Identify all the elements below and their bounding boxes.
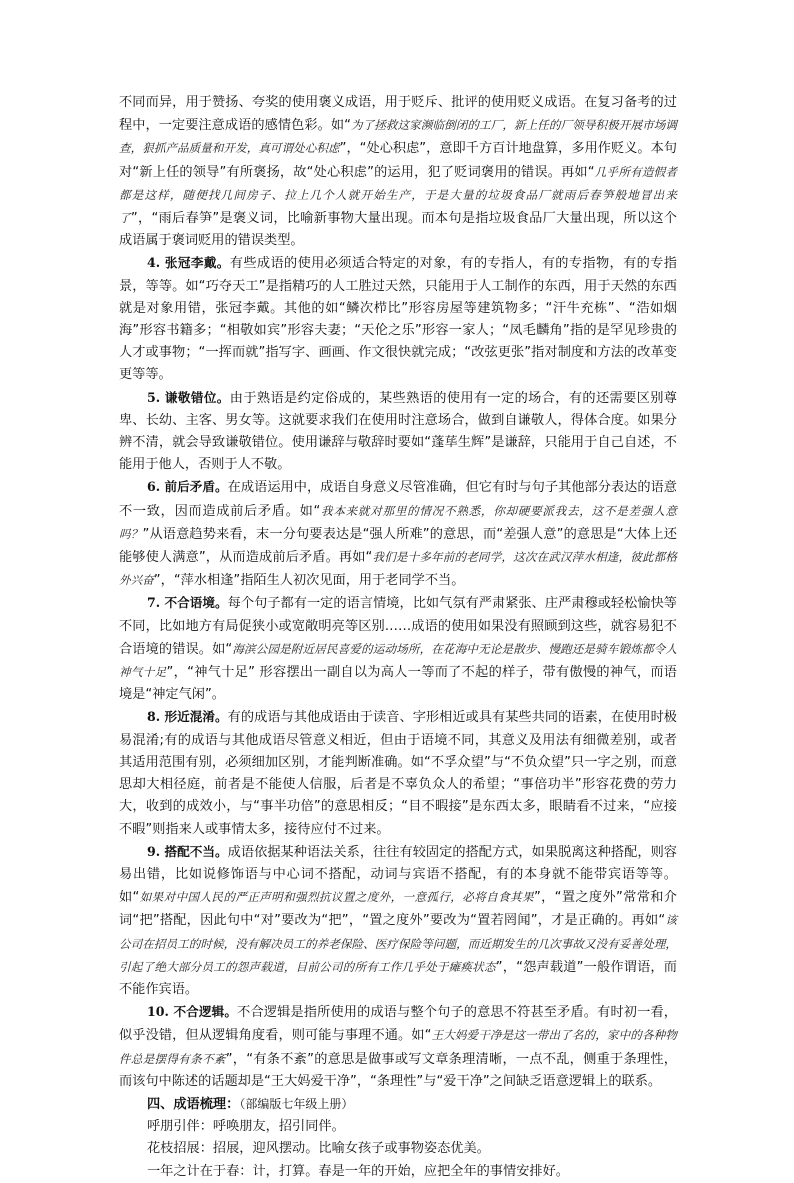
example-sentence: 我本来就对那里的情况不熟悉，你却硬要派我去，这不是差强人意吗？ xyxy=(119,503,677,541)
paragraph-item-4 xyxy=(119,252,677,386)
paragraph-item-10 xyxy=(119,1001,677,1093)
item-heading: 5. 谦敬错位。 xyxy=(147,389,230,405)
body-text: 由于熟语是约定俗成的，某些熟语的使用有一定的场合，有的还需要区别尊卑、长幼、主客、男女等。这就要求我们在使用时注意场合，做到自谦敬人，得体合度。如果分辨不清，就会导致谦敬错位。使用谦辞与敬辞时要如“蓬荜生辉”是谦辞，只能用于自己自述，不能用于他人，否则于人不敬。 xyxy=(119,390,677,473)
body-text: 有的成语与其他成语由于读音、字形相近或具有某些共同的语素，在使用时极易混淆;有的成语与其他成语尽管意义相近，但由于语境不同，其意义及用法有细微差别，或者其适用范围有别，必须细加区别，才能判断准确。如“不孚众望”与“不负众望”只一字之别，而意思却大相径庭，前者是不能使人信服，后者是不辜负众人的希望；“事倍功半”形容花费的劳力大，收到的成效小，与“事半功倍”的意思相反；“目不暇接”是东西太多，眼睛看不过来，“应接不暇”则指来人或事情太多，接待应付不过来。 xyxy=(119,710,677,837)
example-sentence: 王大妈爱干净是这一带出了名的，家中的各种物件总是摆得有条不紊 xyxy=(119,1028,677,1066)
example-sentence: 如果对中国人民的严正声明和强烈抗议置之度外，一意孤行，必将自食其果 xyxy=(139,890,534,905)
body-text: 不同而异，用于赞扬、夸奖的使用褒义成语，用于贬斥、批评的使用贬义成语。在复习备考的过程中，一定要注意成语的感情色彩。如“ xyxy=(119,95,677,134)
paragraph-item-9 xyxy=(119,841,677,1001)
item-heading: 8. 形近混淆。 xyxy=(147,709,228,725)
body-text: ”，“神气十足” 形容摆出一副自以为高人一等而了不起的样子，带有傲慢的神气，而语境是“神定气闲”。 xyxy=(119,665,677,703)
body-text: 在成语运用中，成语自身意义尽管准确，但它有时与句子其他部分表达的语意不一致，因而造成前后矛盾。如“ xyxy=(119,480,677,519)
body-text: ”，“置之度外”常常和介词“把”搭配，因此句中“对”要改为“把”，“置之度外”要改为“置若罔闻”，才是正确的。再如“ xyxy=(119,890,677,929)
item-heading: 6. 前后矛盾。 xyxy=(147,479,228,495)
body-text: ”，“萍水相逢”指陌生人初次见面，用于老同学不当。 xyxy=(153,573,465,589)
item-heading: 4. 张冠李戴。 xyxy=(147,255,230,271)
example-sentence: 该公司在招员工的时候，没有解决员工的养老保险、医疗保险等问题，而近期发生的几次事故又没有妥善处理，引起了绝大部分员工的怨声载道，目前公司的所有工作几乎处于瘫痪状态 xyxy=(119,913,677,974)
example-sentence: 海滨公园是附近居民喜爱的运动场所，在花海中无论是散步、慢跑还是骑车锻炼都令人神气十足 xyxy=(119,641,677,680)
example-sentence: 我们是十多年前的老同学，这次在武汉萍水相逢，彼此都格外兴奋 xyxy=(119,550,677,588)
item-heading: 10. 不合逻辑。 xyxy=(147,1004,238,1020)
body-text: ”，“怨声载道”一般作谓语，而不能作宾语。 xyxy=(119,959,677,997)
idiom-entry: 花枝招展：招展，迎风摆动。比喻女孩子或事物姿态优美。 xyxy=(147,1141,490,1157)
body-text: ”，“处心积虑”，意即千方百计地盘算，多用作贬义。本句对“新上任的领导”有所褒扬，故“处心积虑”的运用，犯了贬词褒用的错误。再如“ xyxy=(119,141,677,180)
section-heading xyxy=(119,1093,677,1116)
example-sentence: 为了拯救这家濒临倒闭的工厂，新上任的厂领导积极开展市场调查，狠抓产品质量和开发，真可谓处心积虑 xyxy=(119,118,677,156)
paragraph-intro xyxy=(119,92,677,252)
paragraph-item-6 xyxy=(119,476,677,592)
section-title: 四、成语梳理： xyxy=(147,1096,240,1112)
paragraph-item-7 xyxy=(119,592,677,706)
idiom-entry: 呼朋引伴：呼唤朋友，招引同伴。 xyxy=(147,1119,345,1135)
item-heading: 9. 搭配不当。 xyxy=(147,843,228,859)
body-text: 每个句子都有一定的语言情境，比如气氛有严肃紧张、庄严肃穆或轻松愉快等不同，比如地方有局促狭小或宽敞明亮等区别……成语的使用如果没有照顾到这些，就容易犯不合语境的错误。如“ xyxy=(119,596,677,657)
paragraph-item-8 xyxy=(119,706,677,840)
body-text: 成语依据某种语法关系，往往有较固定的搭配方式，如果脱离这种搭配，则容易出错，比如说修饰语与中心词不搭配，动词与宾语不搭配，有的本身就不能带宾语等等。如“ xyxy=(119,844,677,906)
body-text: 有些成语的使用必须适合特定的对象，有的专指人，有的专指物，有的专指景，等等。如“巧夺天工”是指精巧的人工胜过天然，只能用于人工制作的东西，用于天然的东西就是对象用错，张冠李戴。其他的如“鳞次栉比”形容房屋等建筑物多；“汗牛充栋”、“浩如烟海”形容书籍多；“相敬如宾”形容夫妻；“天伦之乐”形容一家人；“凤毛麟角”指的是罕见珍贵的人才或事物；“一挥而就”指写字、画画、作文很快就完成；“改弦更张”指对制度和方法的改革变更等等。 xyxy=(119,256,677,383)
section-note: （部编版七年级上册） xyxy=(239,1096,354,1111)
body-text: ”，“有条不紊”的意思是做事或写文章条理清晰，一点不乱，侧重于条理性，而该句中陈述的话题却是“王大妈爱干净”，“条理性”与“爱干净”之间缺乏语意逻辑上的联系。 xyxy=(119,1051,677,1089)
body-text: ”，“雨后春笋”是褒义词，比喻新事物大量出现。而本句是指垃圾食品厂大量出现，所以这个成语属于褒词贬用的错误类型。 xyxy=(119,211,677,249)
document-body xyxy=(119,92,677,1183)
body-text: ”从语意趋势来看，末一分句要表达是“强人所难”的意思，而“差强人意”的意思是“大体上还能够使人满意”，从而造成前后矛盾。再如“ xyxy=(119,526,677,566)
idiom-entry: 一年之计在于春：计，打算。春是一年的开始，应把全年的事情安排好。 xyxy=(147,1163,569,1179)
example-sentence: 几乎所有造假者都是这样，随便找几间房子、拉上几个人就开始生产，于是大量的垃圾食品厂就雨后春笋般地冒出来了 xyxy=(119,164,677,226)
item-heading: 7. 不合语境。 xyxy=(147,595,228,611)
body-text: 不合逻辑是指所使用的成语与整个句子的意思不符甚至矛盾。有时初一看，似乎没错，但从逻辑角度看，则可能与事理不通。如“ xyxy=(119,1005,677,1044)
paragraph-item-5 xyxy=(119,387,677,477)
